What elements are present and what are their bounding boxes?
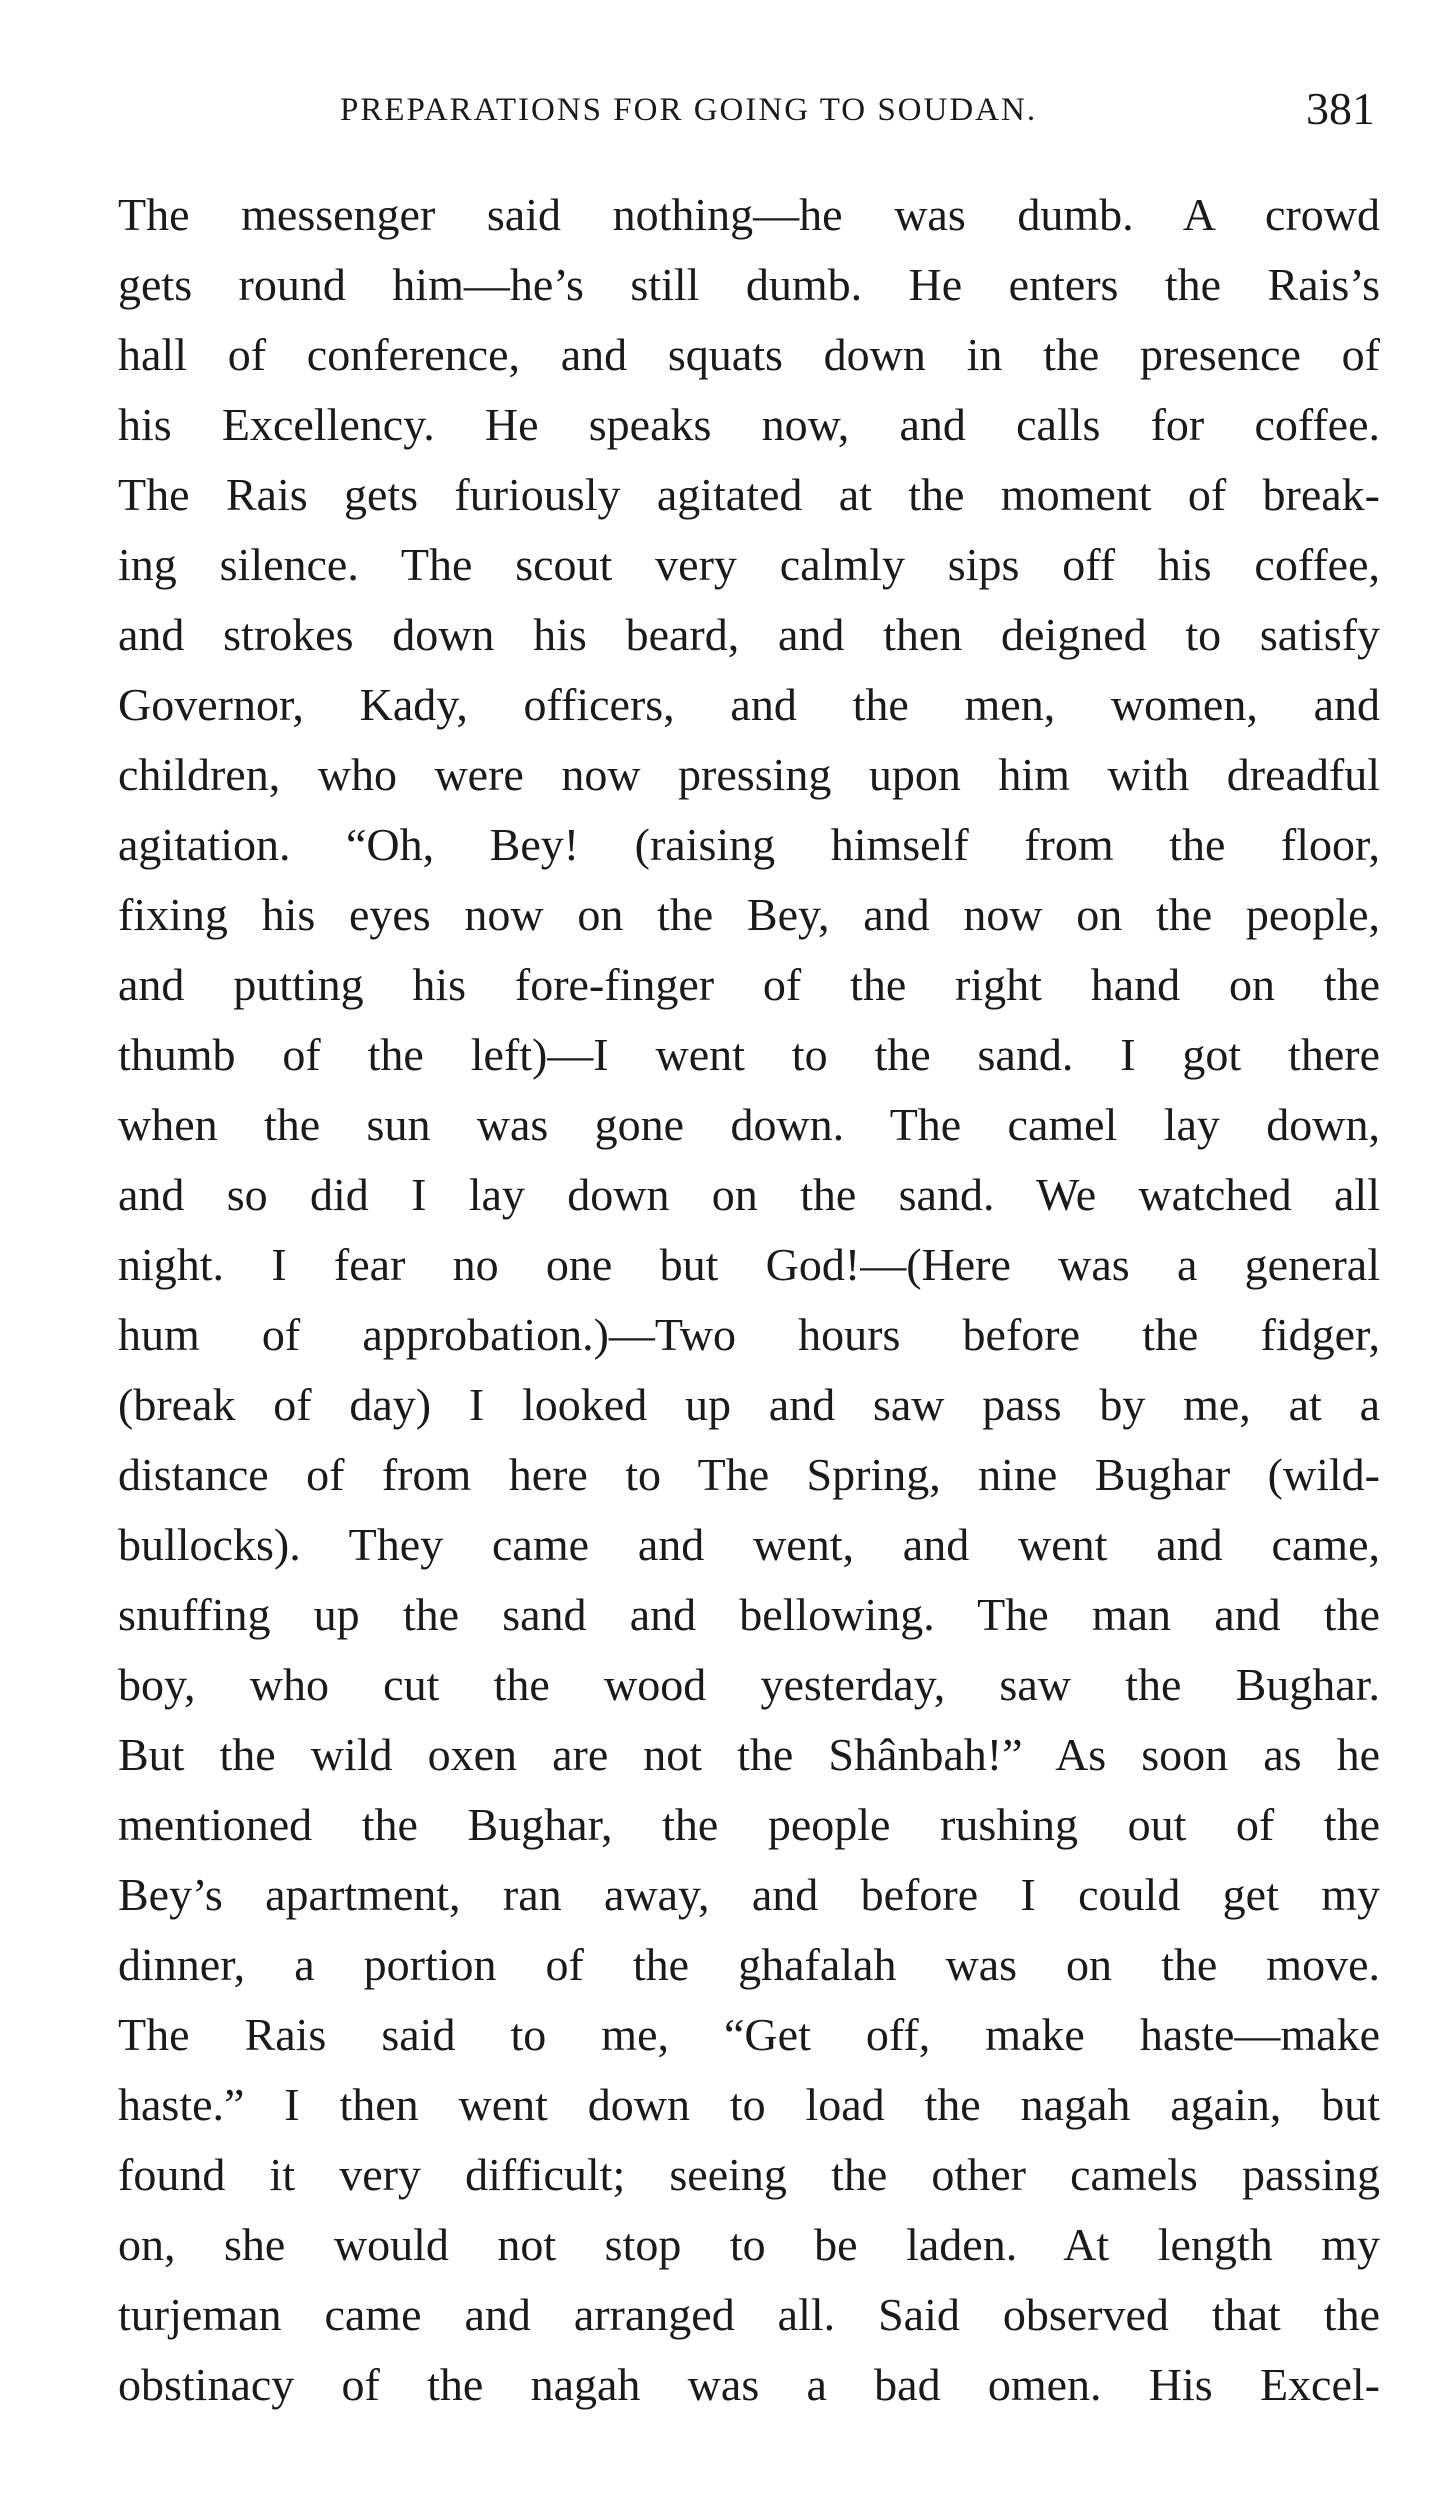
text-line: The Rais gets furiously agitated at the moment of break- xyxy=(118,469,1380,520)
body-text xyxy=(118,180,1380,2420)
text-line: mentioned the Bughar, the people rushing out of the xyxy=(118,1799,1380,1850)
text-line: his Excellency. He speaks now, and calls for coffee. xyxy=(118,399,1380,450)
text-line: hum of approbation.)—Two hours before the fidger, xyxy=(118,1309,1380,1360)
text-line: The messenger said nothing—he was dumb. A crowd xyxy=(118,189,1380,240)
running-head xyxy=(130,82,1375,142)
text-line: agitation. “Oh, Bey! (raising himself from the floor, xyxy=(118,819,1380,870)
text-line: when the sun was gone down. The camel lay down, xyxy=(118,1099,1380,1150)
text-line: and putting his fore-finger of the right hand on the xyxy=(118,959,1380,1010)
text-line: (break of day) I looked up and saw pass by me, at a xyxy=(118,1379,1380,1430)
text-line: and strokes down his beard, and then deigned to satisfy xyxy=(118,609,1380,660)
text-line: haste.” I then went down to load the nagah again, but xyxy=(118,2079,1380,2130)
text-line: night. I fear no one but God!—(Here was a general xyxy=(118,1239,1380,1290)
text-line: fixing his eyes now on the Bey, and now on the people, xyxy=(118,889,1380,940)
running-title: PREPARATIONS FOR GOING TO SOUDAN. xyxy=(340,92,1038,128)
text-line: distance of from here to The Spring, nine Bughar (wild- xyxy=(118,1449,1380,1500)
text-line: boy, who cut the wood yesterday, saw the Bughar. xyxy=(118,1659,1380,1710)
text-line: and so did I lay down on the sand. We watched all xyxy=(118,1169,1380,1220)
text-line: dinner, a portion of the ghafalah was on the move. xyxy=(118,1939,1380,1990)
text-line: obstinacy of the nagah was a bad omen. His Excel- xyxy=(118,2359,1380,2410)
text-line: The Rais said to me, “Get off, make haste—make xyxy=(118,2009,1380,2060)
text-line: bullocks). They came and went, and went and came, xyxy=(118,1519,1380,1570)
text-line: ing silence. The scout very calmly sips off his coffee, xyxy=(118,539,1380,590)
text-line: turjeman came and arranged all. Said observed that the xyxy=(118,2289,1380,2340)
text-line: snuffing up the sand and bellowing. The man and the xyxy=(118,1589,1380,1640)
text-line: But the wild oxen are not the Shânbah!” As soon as he xyxy=(118,1729,1380,1780)
text-line: hall of conference, and squats down in the presence of xyxy=(118,329,1380,380)
text-line: Governor, Kady, officers, and the men, women, and xyxy=(118,679,1380,730)
text-line: gets round him—he’s still dumb. He enters the Rais’s xyxy=(118,259,1380,310)
page-number: 381 xyxy=(1306,83,1375,134)
text-line: children, who were now pressing upon him with dreadful xyxy=(118,749,1380,800)
text-line: found it very difficult; seeing the other camels passing xyxy=(118,2149,1380,2200)
text-line: Bey’s apartment, ran away, and before I could get my xyxy=(118,1869,1380,1920)
text-line: thumb of the left)—I went to the sand. I got there xyxy=(118,1029,1380,1080)
text-line: on, she would not stop to be laden. At length my xyxy=(118,2219,1380,2270)
